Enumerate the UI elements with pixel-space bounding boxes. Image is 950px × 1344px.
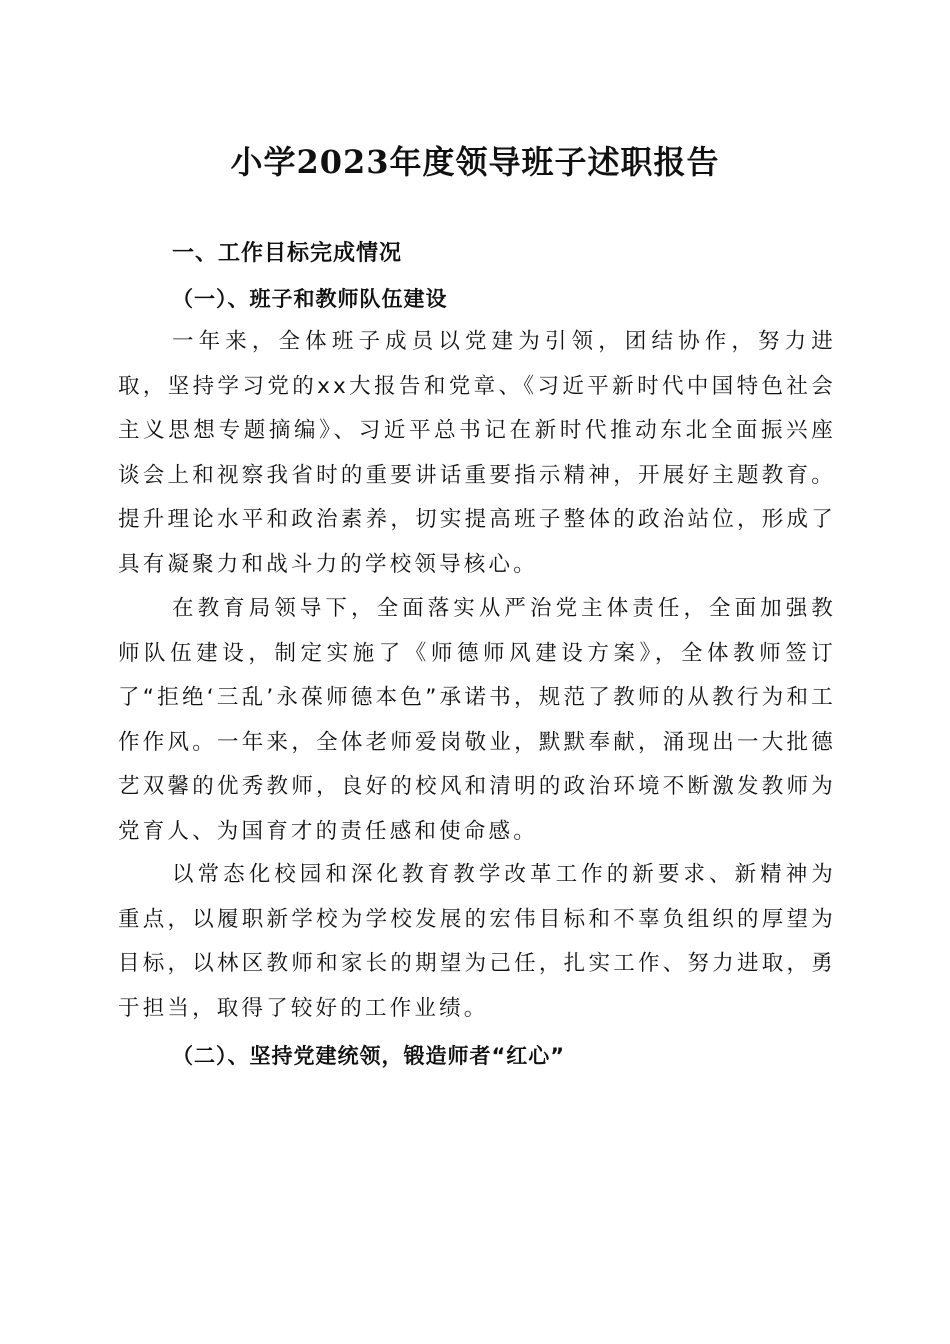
- paragraph-teacher-ethics: 在教育局领导下，全面落实从严治党主体责任，全面加强教师队伍建设，制定实施了《师德师风建设方案》，全体教师签订了“拒绝‘三乱’永葆师德本色”承诺书，规范了教师的从教行为和工作作风。一年来，全体老师爱岗敬业，默默奉献，涌现出一大批德艺双馨的优秀教师，良好的校风和清明的政治环境不断激发教师为党育人、为国育才的责任感和使命感。: [118, 596, 836, 844]
- subsection-heading-party-building: （二）、坚持党建统领，锻造师者“红心”: [172, 1044, 566, 1068]
- section-heading-work-goals: 一、工作目标完成情况: [172, 241, 403, 266]
- document-title: 小学2023年度领导班子述职报告: [230, 143, 720, 181]
- subsection-heading-team-building: （一）、班子和教师队伍建设: [172, 287, 448, 311]
- paragraph-reform-goals: 以常态化校园和深化教育教学改革工作的新要求、新精神为重点，以履职新学校为学校发展的宏伟目标和不辜负组织的厚望为目标，以林区教师和家长的期望为己任，扎实工作、努力进取，勇于担当，取得了较好的工作业绩。: [118, 862, 836, 1021]
- paragraph-party-leadership: 一年来，全体班子成员以党建为引领，团结协作，努力进取，坚持学习党的xx大报告和党章、《习近平新时代中国特色社会主义思想专题摘编》、习近平总书记在新时代推动东北全面振兴座谈会上和视察我省时的重要讲话重要指示精神，开展好主题教育。提升理论水平和政治素养，切实提高班子整体的政治站位，形成了具有凝聚力和战斗力的学校领导核心。: [118, 329, 836, 577]
